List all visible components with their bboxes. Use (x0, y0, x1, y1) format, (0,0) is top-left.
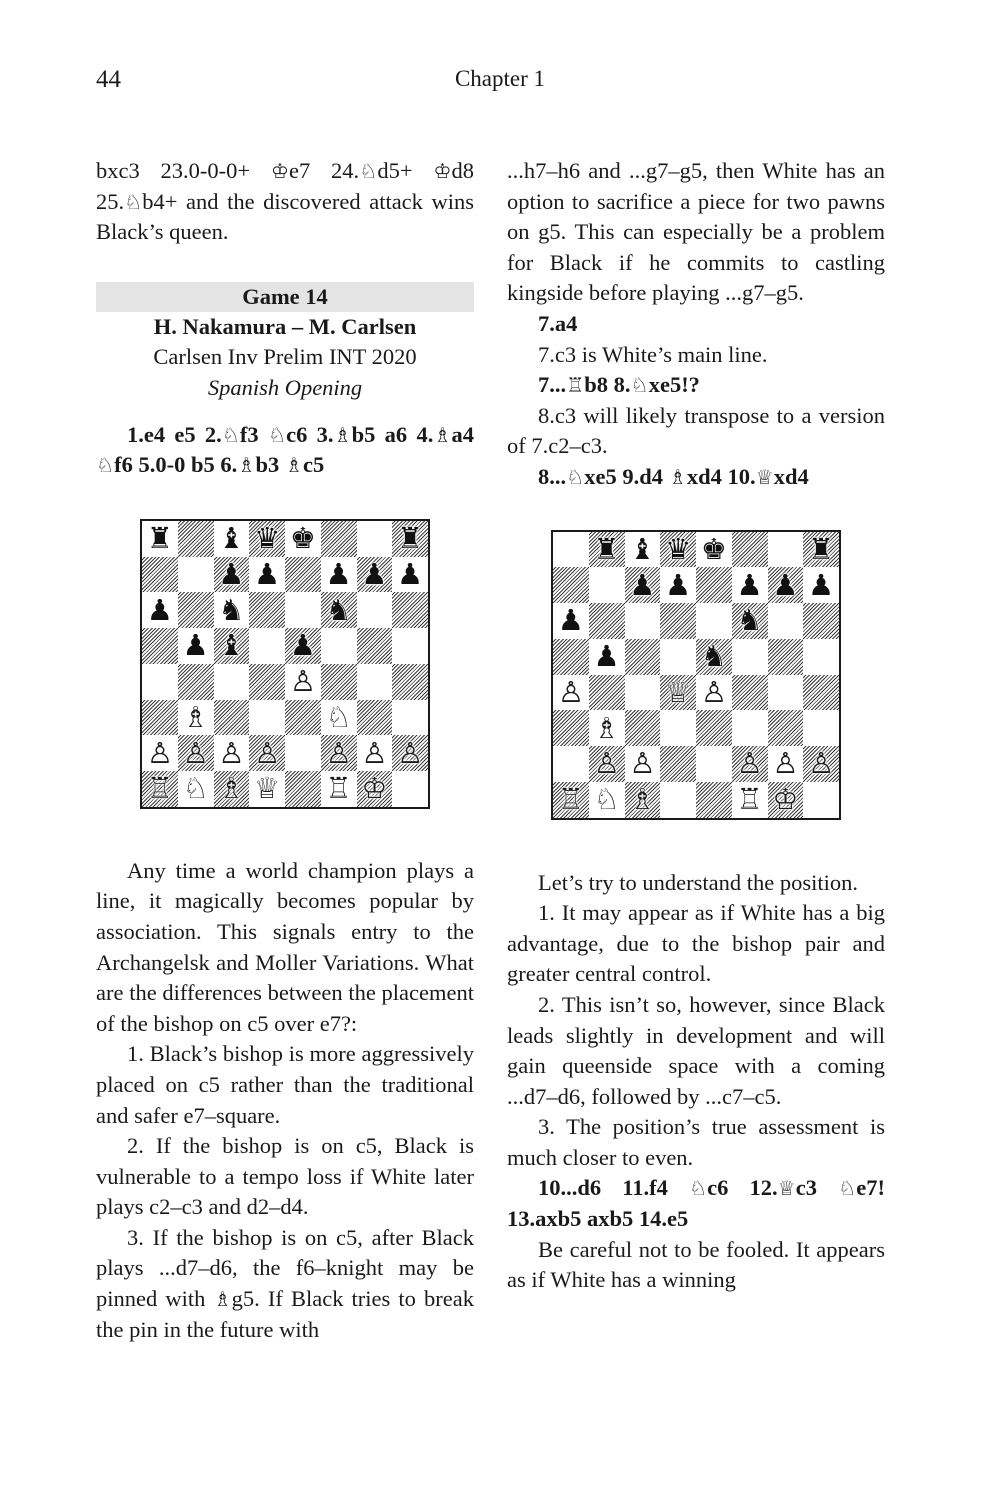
board-square (660, 567, 696, 603)
white-pawn-icon: ♙ (629, 746, 656, 781)
text-run: b8 8. (584, 372, 631, 398)
text-run: a4 (451, 421, 474, 447)
text-run: xe5!? (648, 372, 700, 398)
text-run: 7... (538, 372, 567, 398)
white-knight-icon: ♘ (182, 771, 209, 806)
black-pawn-icon: ♟ (736, 567, 763, 602)
game-players: H. Nakamura – M. Carlsen (153, 313, 417, 339)
move-7: 7.a4 (538, 310, 578, 336)
board-square (696, 782, 732, 818)
board-square (392, 592, 428, 628)
text-run: g5. If Black tries to break the pin in the future with (96, 1286, 474, 1342)
board-square (178, 700, 214, 736)
running-head: Chapter 1 (454, 66, 546, 91)
black-pawn-icon: ♟ (593, 639, 620, 674)
left-column (96, 156, 474, 1345)
figurine-icon: ♗ (213, 1287, 232, 1312)
board-square (660, 746, 696, 782)
board-square (696, 710, 732, 746)
understand-1: 1. It may appear as if White has a big advantage, due to the bishop pair and greater central control. (507, 900, 885, 987)
board-square (392, 664, 428, 700)
board-square (589, 603, 625, 639)
figurine-icon: ♘ (221, 422, 240, 447)
text-run: b5 a6 4. (351, 421, 434, 447)
board-square (142, 700, 178, 736)
board-square (768, 639, 804, 675)
black-pawn-icon: ♟ (182, 628, 209, 663)
board-square (589, 782, 625, 818)
black-pawn-icon: ♟ (808, 567, 835, 602)
paragraph-understand: Let’s try to understand the position. (538, 869, 858, 895)
board-square (732, 746, 768, 782)
figurine-icon: ♖ (566, 373, 585, 398)
intro-paragraph (96, 156, 474, 248)
black-bishop-icon: ♝ (218, 521, 245, 556)
figurine-icon: ♘ (566, 464, 585, 489)
white-queen-icon: ♕ (254, 771, 281, 806)
board-square (285, 592, 321, 628)
board-square (321, 521, 357, 557)
board-square (321, 628, 357, 664)
board-square (142, 557, 178, 593)
board-square (696, 675, 732, 711)
black-rook-icon: ♜ (397, 521, 424, 556)
board-square (768, 532, 804, 568)
figurine-icon: ♘ (838, 1176, 857, 1201)
board-square (214, 557, 250, 593)
board-square (142, 771, 178, 807)
black-queen-icon: ♛ (665, 531, 692, 566)
board-square (392, 628, 428, 664)
board-square (553, 675, 589, 711)
board-square (553, 603, 589, 639)
board-square (321, 557, 357, 593)
figurine-icon: ♔ (270, 159, 290, 183)
board-square (249, 592, 285, 628)
board-square (803, 782, 839, 818)
board-square (321, 592, 357, 628)
board-square (660, 639, 696, 675)
board-square (357, 771, 393, 807)
text-run: b3 (255, 452, 285, 478)
text-run: b4+ and the discovered attack wins Black’s queen. (96, 188, 474, 245)
board-square (625, 532, 661, 568)
figurine-icon: ♘ (267, 422, 287, 447)
black-king-icon: ♚ (289, 521, 316, 556)
game-title: Game 14 (96, 282, 474, 312)
board-square (553, 639, 589, 675)
board-square (357, 592, 393, 628)
black-bishop-icon: ♝ (218, 628, 245, 663)
board-square (553, 567, 589, 603)
board-square (142, 592, 178, 628)
board-square (732, 567, 768, 603)
figurine-icon: ♘ (630, 373, 649, 398)
board-square (803, 532, 839, 568)
figurine-icon: ♗ (284, 453, 303, 478)
board-square (696, 746, 732, 782)
understand-3: 3. The position’s true assessment is much closer to even. (507, 1114, 885, 1170)
white-pawn-icon: ♙ (808, 746, 835, 781)
board-square (321, 771, 357, 807)
white-pawn-icon: ♙ (182, 735, 209, 770)
white-pawn-icon: ♙ (325, 735, 352, 770)
board-square (625, 675, 661, 711)
board-square (142, 628, 178, 664)
board-square (589, 675, 625, 711)
board-square (357, 735, 393, 771)
board-square (625, 746, 661, 782)
text-run: f3 (239, 421, 268, 447)
board-square (553, 782, 589, 818)
black-rook-icon: ♜ (146, 521, 173, 556)
board-square (285, 557, 321, 593)
board-square (696, 532, 732, 568)
page-number: 44 (96, 66, 121, 93)
board-square (732, 710, 768, 746)
board-square (321, 700, 357, 736)
figurine-icon: ♗ (333, 422, 352, 447)
board-square (625, 567, 661, 603)
board-square (803, 710, 839, 746)
white-queen-icon: ♕ (665, 674, 692, 709)
board-square (696, 603, 732, 639)
board-square (249, 664, 285, 700)
white-pawn-icon: ♙ (146, 735, 173, 770)
board-square (214, 628, 250, 664)
white-pawn-icon: ♙ (397, 735, 424, 770)
white-pawn-icon: ♙ (361, 735, 388, 770)
figurine-icon: ♕ (777, 1176, 796, 1201)
moves-1-6 (96, 420, 474, 481)
black-pawn-icon: ♟ (289, 628, 316, 663)
board-diagram-2 (551, 530, 841, 820)
moves-7b-8 (507, 370, 885, 401)
board-square (589, 532, 625, 568)
white-pawn-icon: ♙ (736, 746, 763, 781)
game-event: Carlsen Inv Prelim INT 2020 (153, 344, 417, 370)
white-knight-icon: ♘ (593, 782, 620, 817)
board-square (660, 782, 696, 818)
board-square (803, 746, 839, 782)
board-square (285, 735, 321, 771)
white-king-icon: ♔ (361, 771, 388, 806)
board-square (321, 735, 357, 771)
board-square (589, 710, 625, 746)
board-square (625, 603, 661, 639)
black-pawn-icon: ♟ (325, 556, 352, 591)
white-pawn-icon: ♙ (772, 746, 799, 781)
black-pawn-icon: ♟ (772, 567, 799, 602)
black-pawn-icon: ♟ (557, 603, 584, 638)
understand-2: 2. This isn’t so, however, since Black leads slightly in development and will gain queenside space with a coming ...d7–d6, followed by ...c7–c5. (507, 991, 885, 1109)
board-square (696, 567, 732, 603)
game-opening: Spanish Opening (207, 374, 363, 400)
white-knight-icon: ♘ (325, 699, 352, 734)
board-square (249, 700, 285, 736)
board-square (732, 782, 768, 818)
board-square (553, 746, 589, 782)
board-square (285, 521, 321, 557)
board-square (768, 782, 804, 818)
figurine-icon: ♗ (237, 453, 256, 478)
board-square (214, 521, 250, 557)
board-square (589, 567, 625, 603)
game-heading (96, 282, 474, 404)
note-8: 8.c3 will likely transpose to a version of 7.c2–c3. (507, 402, 885, 459)
board-square (553, 710, 589, 746)
board-square (660, 532, 696, 568)
board-square (178, 521, 214, 557)
board-square (553, 532, 589, 568)
text-run: c6 12. (707, 1175, 778, 1201)
white-rook-icon: ♖ (557, 782, 584, 817)
board-square (357, 521, 393, 557)
figurine-icon: ♔ (433, 159, 452, 183)
text-run: c6 3. (286, 421, 334, 447)
white-pawn-icon: ♙ (218, 735, 245, 770)
board-square (178, 592, 214, 628)
board-square (285, 664, 321, 700)
board-square (660, 675, 696, 711)
text-run: f6 5.0-0 b5 6. (114, 452, 238, 478)
text-run: c3 (795, 1175, 839, 1201)
white-bishop-icon: ♗ (182, 699, 209, 734)
point-3 (96, 1223, 474, 1345)
figurine-icon: ♕ (755, 464, 774, 489)
board-square (625, 639, 661, 675)
board-square (625, 710, 661, 746)
figurine-icon: ♗ (668, 464, 687, 489)
figurine-icon: ♘ (359, 159, 378, 183)
text-run: e7! 13.axb5 axb5 14.e5 (507, 1175, 885, 1232)
board-square (249, 521, 285, 557)
text-run: 10...d6 11.f4 (538, 1175, 689, 1201)
white-bishop-icon: ♗ (218, 771, 245, 806)
board-square (249, 771, 285, 807)
black-knight-icon: ♞ (325, 592, 352, 627)
board-square (321, 664, 357, 700)
black-pawn-icon: ♟ (146, 592, 173, 627)
board-square (214, 664, 250, 700)
moves-10-14 (507, 1173, 885, 1234)
board-square (214, 735, 250, 771)
board-square (142, 735, 178, 771)
board-square (696, 639, 732, 675)
board-square (732, 639, 768, 675)
board-square (357, 664, 393, 700)
board-square (285, 771, 321, 807)
white-pawn-icon: ♙ (700, 674, 727, 709)
board-square (249, 735, 285, 771)
black-pawn-icon: ♟ (361, 556, 388, 591)
board-square (732, 532, 768, 568)
board-square (214, 771, 250, 807)
board-square (214, 592, 250, 628)
chess-board (140, 519, 430, 809)
board-square (660, 603, 696, 639)
board-square (178, 628, 214, 664)
board-square (660, 710, 696, 746)
white-pawn-icon: ♙ (593, 746, 620, 781)
black-queen-icon: ♛ (254, 521, 281, 556)
board-square (285, 628, 321, 664)
text-run: xd4 (773, 463, 809, 489)
black-pawn-icon: ♟ (665, 567, 692, 602)
board-square (392, 735, 428, 771)
board-square (178, 664, 214, 700)
figurine-icon: ♘ (96, 453, 115, 478)
text-run: bxc3 23.0-0-0+ (96, 158, 271, 183)
black-knight-icon: ♞ (736, 603, 763, 638)
board-square (768, 675, 804, 711)
board-square (178, 735, 214, 771)
continued-paragraph: ...h7–h6 and ...g7–g5, then White has an option to sacrifice a piece for two pawns on g5. This can especially be a problem for Black if he commits to castling kingside before playing ...g7–g5. (507, 158, 885, 306)
text-run: c5 (302, 452, 325, 478)
board-square (589, 746, 625, 782)
board-square (214, 700, 250, 736)
black-king-icon: ♚ (700, 531, 727, 566)
moves-8-10 (507, 462, 885, 493)
black-rook-icon: ♜ (808, 531, 835, 566)
board-square (142, 664, 178, 700)
point-2: 2. If the bishop is on c5, Black is vulnerable to a tempo loss if White later plays c2–c3 and d2–d4. (96, 1133, 474, 1220)
right-column (507, 156, 885, 1296)
white-rook-icon: ♖ (146, 771, 173, 806)
white-rook-icon: ♖ (325, 771, 352, 806)
black-rook-icon: ♜ (593, 531, 620, 566)
board-square (803, 639, 839, 675)
text-run: d5+ (377, 158, 434, 183)
board-square (249, 628, 285, 664)
figurine-icon: ♘ (688, 1176, 708, 1201)
black-pawn-icon: ♟ (254, 556, 281, 591)
board-square (357, 557, 393, 593)
board-square (249, 557, 285, 593)
text-run: 3. If the bishop is on c5, after Black plays ...d7–d6, the f6–knight may be pinned with (96, 1224, 474, 1312)
board-square (768, 603, 804, 639)
board-square (589, 639, 625, 675)
board-square (732, 675, 768, 711)
board-square (392, 557, 428, 593)
board-square (392, 700, 428, 736)
black-knight-icon: ♞ (218, 592, 245, 627)
board-square (392, 521, 428, 557)
board-square (357, 628, 393, 664)
board-square (625, 782, 661, 818)
board-square (178, 557, 214, 593)
black-pawn-icon: ♟ (629, 567, 656, 602)
board-square (392, 771, 428, 807)
board-square (732, 603, 768, 639)
black-pawn-icon: ♟ (397, 556, 424, 591)
text-run: e7 24. (289, 158, 360, 183)
white-pawn-icon: ♙ (254, 735, 281, 770)
note-7: 7.c3 is White’s main line. (538, 341, 768, 367)
point-1: 1. Black’s bishop is more aggressively placed on c5 rather than the traditional and safer e7–square. (96, 1041, 474, 1128)
board-square (768, 710, 804, 746)
black-knight-icon: ♞ (700, 639, 727, 674)
final-paragraph: Be careful not to be fooled. It appears as if White has a winning (507, 1236, 885, 1293)
white-rook-icon: ♖ (736, 782, 763, 817)
text-run: 1.e4 e5 2. (127, 421, 222, 447)
board-square (357, 700, 393, 736)
board-diagram-1 (140, 519, 430, 809)
board-square (142, 521, 178, 557)
figurine-icon: ♘ (124, 189, 143, 214)
white-bishop-icon: ♗ (593, 710, 620, 745)
chess-board (551, 530, 841, 820)
board-square (285, 700, 321, 736)
text-run: 8... (538, 463, 567, 489)
text-run: xd4 10. (686, 463, 756, 489)
white-king-icon: ♔ (772, 782, 799, 817)
white-bishop-icon: ♗ (629, 782, 656, 817)
text-run: xe5 9.d4 (584, 463, 669, 489)
paragraph-champion: Any time a world champion plays a line, it magically becomes popular by association. This signals entry to the Archangelsk and Moller Variations. What are the differences between the placement of the bishop on c5 over e7?: (96, 857, 474, 1036)
white-pawn-icon: ♙ (557, 674, 584, 709)
black-bishop-icon: ♝ (629, 531, 656, 566)
board-square (178, 771, 214, 807)
board-square (803, 567, 839, 603)
text-run: d8 25. (96, 158, 474, 214)
black-pawn-icon: ♟ (218, 556, 245, 591)
figurine-icon: ♗ (433, 422, 452, 447)
board-square (768, 567, 804, 603)
board-square (768, 746, 804, 782)
board-square (803, 603, 839, 639)
white-pawn-icon: ♙ (289, 664, 316, 699)
board-square (803, 675, 839, 711)
